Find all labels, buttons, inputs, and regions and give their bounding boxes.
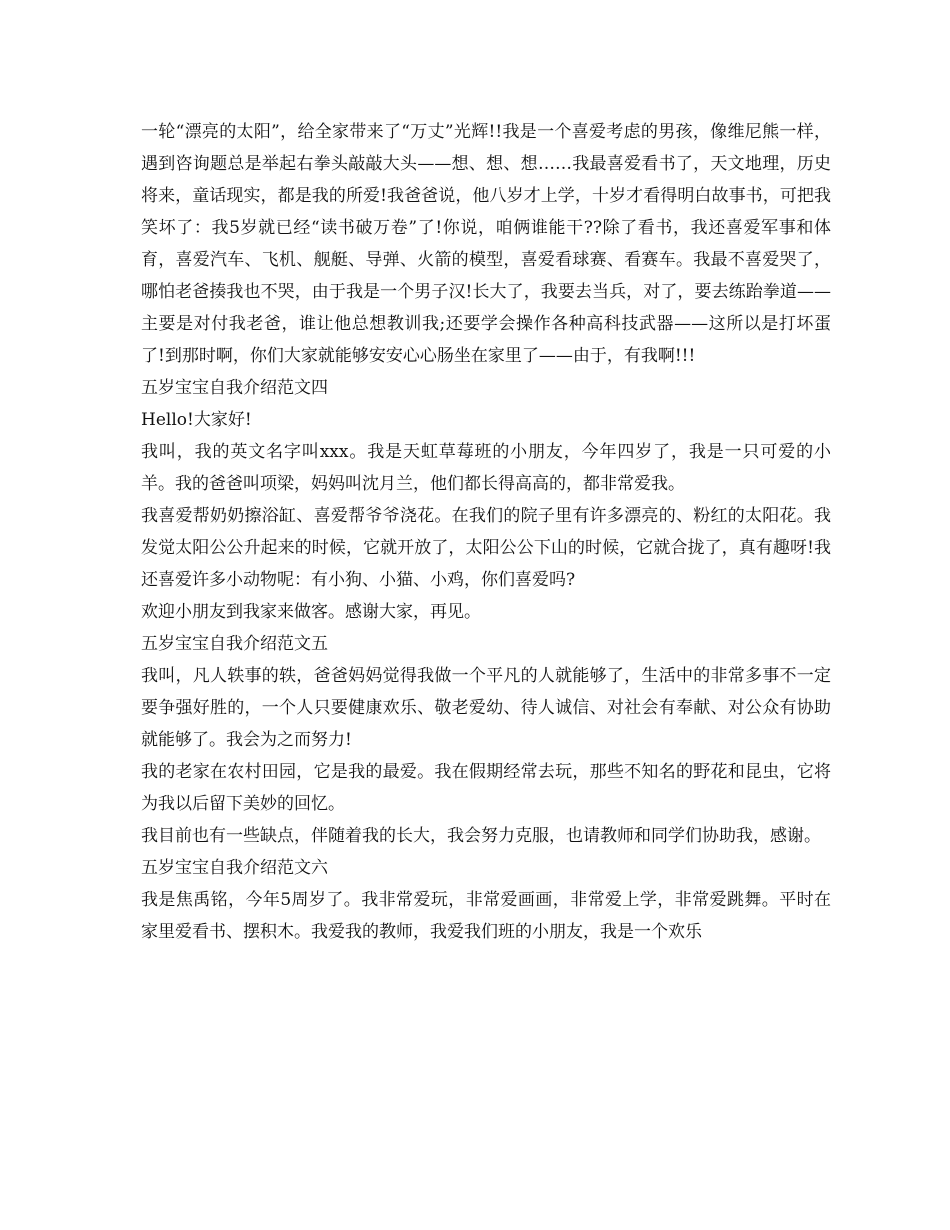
paragraph-age-five: 我是焦禹铭，今年5周岁了。我非常爱玩，非常爱画画，非常爱上学，非常爱跳舞。平时在家里爱看书、摆积木。我爱我的教师，我爱我们班的小朋友，我是一个欢乐 [141, 890, 831, 942]
paragraph-welcome: 欢迎小朋友到我家来做客。感谢大家，再见。 [141, 602, 481, 622]
paragraph-greeting: Hello!大家好! [141, 410, 252, 430]
paragraph-hometown: 我的老家在农村田园，它是我的最爱。我在假期经常去玩，那些不知名的野花和昆虫，它将为我以后留下美妙的回忆。 [141, 762, 831, 814]
section-heading-5: 五岁宝宝自我介绍范文五 [141, 634, 328, 654]
paragraph-shortcomings: 我目前也有一些缺点，伴随着我的长大，我会努力克服，也请教师和同学们协助我，感谢。 [141, 826, 821, 846]
section-heading-6: 五岁宝宝自我介绍范文六 [141, 858, 328, 878]
paragraph-ordinary-person: 我叫，凡人轶事的轶，爸爸妈妈觉得我做一个平凡的人就能够了，生活中的非常多事不一定要争强好胜的，一个人只要健康欢乐、敬老爱幼、待人诚信、对社会有奉献、对公众有协助就能够了。我会为之而努力! [141, 666, 831, 750]
paragraph-hobbies: 我喜爱帮奶奶擦浴缸、喜爱帮爷爷浇花。在我们的院子里有许多漂亮的、粉红的太阳花。我发觉太阳公公升起来的时候，它就开放了，太阳公公下山的时候，它就合拢了，真有趣呀!我还喜爱许多小动物呢：有小狗、小猫、小鸡，你们喜爱吗? [141, 506, 831, 590]
paragraph-name-intro: 我叫，我的英文名字叫xxx。我是天虹草莓班的小朋友，今年四岁了，我是一只可爱的小羊。我的爸爸叫项梁，妈妈叫沈月兰，他们都长得高高的，都非常爱我。 [141, 442, 831, 494]
section-heading-4: 五岁宝宝自我介绍范文四 [141, 378, 328, 398]
document-body [141, 116, 831, 948]
paragraph-intro-continued: 一轮“漂亮的太阳”，给全家带来了“万丈”光辉!!我是一个喜爱考虑的男孩，像维尼熊一样，遇到咨询题总是举起右拳头敲敲大头——想、想、想……我最喜爱看书了，天文地理，历史将来，童话现实，都是我的所爱!我爸爸说，他八岁才上学，十岁才看得明白故事书，可把我笑坏了：我5岁就已经“读书破万卷”了!你说，咱俩谁能干??除了看书，我还喜爱军事和体育，喜爱汽车、飞机、舰艇、导弹、火箭的模型，喜爱看球赛、看赛车。我最不喜爱哭了，哪怕老爸揍我也不哭，由于我是一个男子汉!长大了，我要去当兵，对了，要去练跆拳道——主要是对付我老爸，谁让他总想教训我;还要学会操作各种高科技武器——这所以是打坏蛋了!到那时啊，你们大家就能够安安心心肠坐在家里了——由于，有我啊!!! [141, 122, 831, 366]
